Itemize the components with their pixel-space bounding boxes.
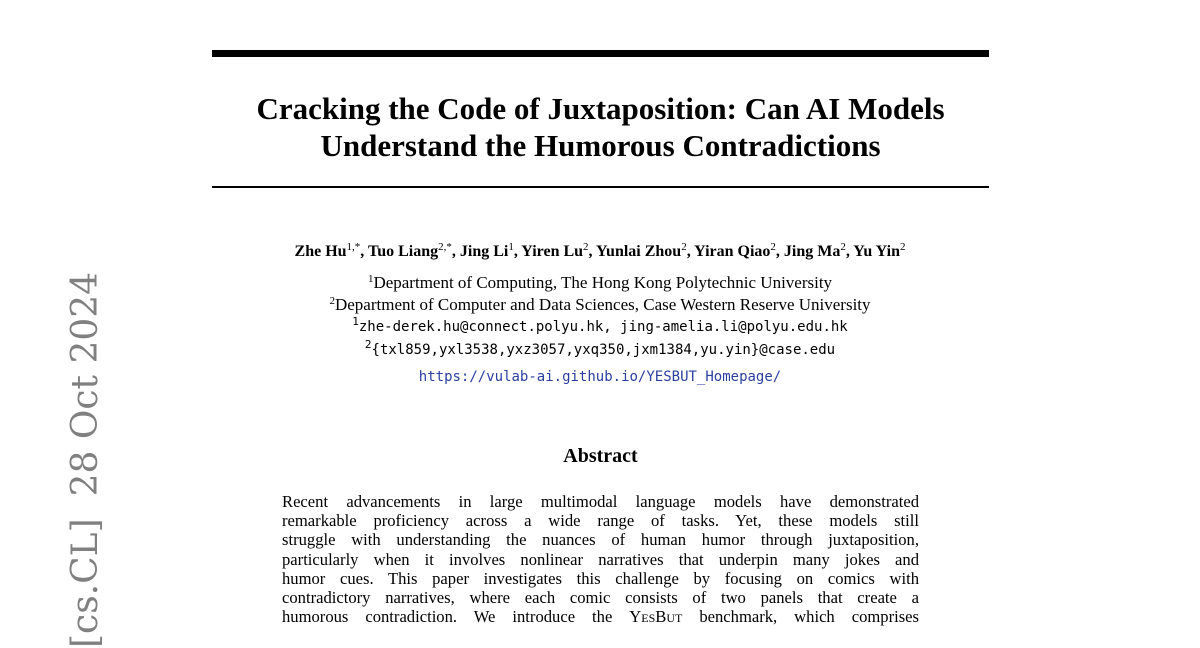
author-sup: 2 bbox=[770, 241, 776, 253]
email-line-2 bbox=[200, 340, 1000, 360]
paper-title bbox=[212, 90, 989, 164]
author-sup: 1,* bbox=[346, 241, 361, 253]
title-line-1: Cracking the Code of Juxtaposition: Can AI Models bbox=[256, 91, 945, 126]
email-sup: 2 bbox=[364, 338, 372, 351]
abstract-line: contradictory narratives, where each comic consists of two panels that create a bbox=[282, 587, 919, 607]
affiliation-sup: 2 bbox=[329, 295, 335, 307]
abstract-line bbox=[282, 607, 919, 626]
author-name: Yiren Lu bbox=[521, 243, 584, 260]
author-sup: 2 bbox=[899, 241, 906, 253]
author-list: Zhe $Hu^{1,*}$, Tuo Liang$^{2,*}$, Jing Li$^1$, Yiren Lu$^2$, Yunlai Zhou$^2$, Yiran Qiao$^2$, Jing Ma$^2$, Yu Yin$^2$ bbox=[294, 241, 906, 260]
arxiv-date: 28 Oct 2024 bbox=[65, 271, 106, 497]
abstract-heading: Abstract bbox=[563, 445, 638, 467]
abstract-line: Recent advancements in large multimodal language models have demonstrated bbox=[282, 492, 919, 511]
author-name: Yunlai Zhou bbox=[595, 243, 682, 260]
affiliation-sup: 1 bbox=[367, 273, 374, 285]
author-name: Jing Li bbox=[459, 243, 509, 260]
affiliation-2 bbox=[200, 294, 1000, 315]
email-line-1 bbox=[200, 317, 1000, 337]
author-sup: 1 bbox=[508, 241, 514, 253]
author-name: Yiran Qiao bbox=[694, 243, 771, 260]
affiliation-text: Department of Computer and Data Sciences, Case Western Reserve University bbox=[334, 295, 871, 314]
author-sup: 2 bbox=[583, 241, 589, 253]
author-sup: 2,* bbox=[438, 241, 452, 253]
homepage-link[interactable]: https://vulab-ai.github.io/YESBUT_Homepage/ bbox=[418, 369, 782, 385]
title-line-2: Understand the Humorous Contradictions bbox=[320, 128, 881, 163]
abstract-text: benchmark, which comprises bbox=[682, 607, 919, 627]
author-name: Tuo Liang bbox=[368, 243, 439, 260]
email-text: {txl859,yxl3538,yxz3057,yxq350,jxm1384,yu.yin}@case.edu bbox=[371, 342, 836, 358]
affiliation-1 bbox=[200, 272, 1000, 293]
abstract-text: humorous contradiction. We introduce the bbox=[282, 607, 630, 627]
author-sup: 2 bbox=[840, 241, 846, 253]
author-name: Jing Ma bbox=[783, 243, 841, 260]
arxiv-stamp bbox=[30, 271, 106, 648]
arxiv-category: [cs.CL] bbox=[65, 518, 106, 648]
abstract-line: humor cues. This paper investigates this challenge by focusing on comics with bbox=[282, 568, 919, 588]
abstract-line: particularly when it involves nonlinear narratives that underpin many jokes and bbox=[282, 549, 919, 569]
title-top-rule bbox=[212, 50, 989, 57]
abstract-line: struggle with understanding the nuances of human humor through juxtaposition, bbox=[282, 530, 919, 550]
email-text: zhe-derek.hu@connect.polyu.hk, jing-amelia.li@polyu.edu.hk bbox=[358, 319, 848, 335]
title-bottom-rule bbox=[212, 186, 989, 188]
author-name: Zhe Hu bbox=[294, 243, 347, 260]
abstract-body bbox=[282, 492, 919, 626]
email-sup: 1 bbox=[352, 315, 359, 328]
author-sup: 2 bbox=[681, 241, 687, 253]
author-name: Yu Yin bbox=[853, 243, 900, 260]
abstract-line: remarkable proficiency across a wide range of tasks. Yet, these models still bbox=[282, 511, 919, 531]
affiliation-text: Department of Computing, The Hong Kong Polytechnic University bbox=[373, 273, 833, 292]
benchmark-name: YesBut bbox=[629, 607, 683, 627]
